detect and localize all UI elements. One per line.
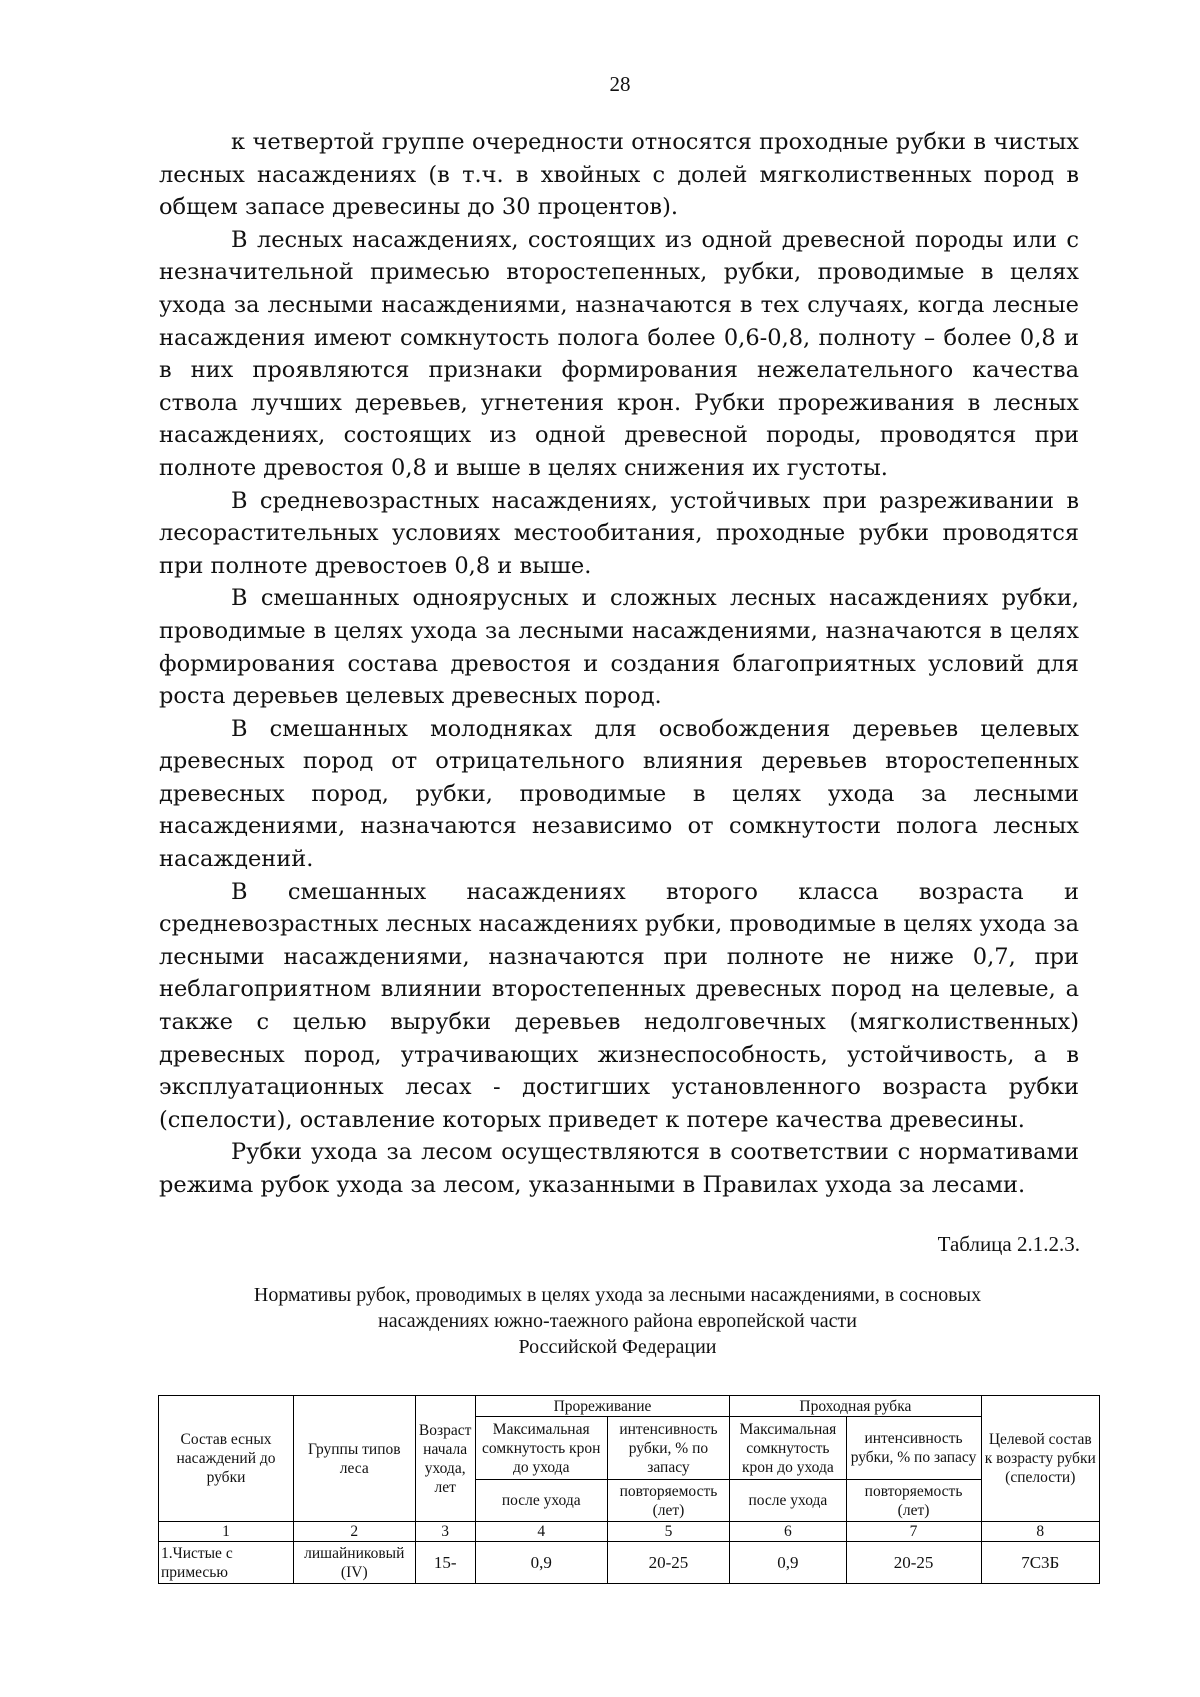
paragraph: к четвертой группе очередности относятся проходные рубки в чистых лесных насаждениях (в т.ч. в хвойных с долей мягколиственных пород в общем запасе древесины до 30 процентов). [159, 129, 1079, 221]
header-passage-cutting: Проходная рубка [730, 1396, 981, 1417]
header-intensity-2: интенсивность рубки, % по запасу [846, 1417, 981, 1480]
column-number: 2 [294, 1522, 416, 1542]
column-number: 8 [981, 1522, 1099, 1542]
header-composition: Состав есных насаждений до рубки [159, 1396, 294, 1522]
cell-passage-frequency: 20-25 [846, 1542, 981, 1584]
paragraph: Рубки ухода за лесом осуществляются в соответствии с нормативами режима рубок ухода за лесом, указанными в Правилах ухода за лесами. [159, 1139, 1079, 1198]
header-after-care-2: после ухода [730, 1480, 846, 1522]
header-frequency-2: повторяемость (лет) [846, 1480, 981, 1522]
column-number: 5 [607, 1522, 730, 1542]
norms-table [158, 1395, 1100, 1584]
cell-age: 15- [415, 1542, 475, 1584]
header-age: Возраст начала ухода, лет [415, 1396, 475, 1522]
table-title-line: Нормативы рубок, проводимых в целях ухода за лесными насаждениями, в сосновых [253, 1284, 982, 1306]
cell-target-composition: 7С3Б [981, 1542, 1099, 1584]
column-number: 1 [159, 1522, 294, 1542]
column-number: 7 [846, 1522, 981, 1542]
cell-thinning-density: 0,9 [475, 1542, 607, 1584]
paragraph: В смешанных одноярусных и сложных лесных насаждениях рубки, проводимые в целях ухода за лесными насаждениями, назначаются в целях формирования состава древостоя и создания благоприятных условий для роста деревьев целевых древесных пород. [159, 585, 1079, 710]
header-target-composition: Целевой состав к возрасту рубки (спелости) [981, 1396, 1099, 1522]
cell-composition: 1.Чистые с примесью [159, 1542, 294, 1584]
paragraph: В средневозрастных насаждениях, устойчивых при разреживании в лесорастительных условиях местообитания, проходные рубки проводятся при полноте древостоев 0,8 и выше. [159, 487, 1079, 579]
column-number: 4 [475, 1522, 607, 1542]
table-title-line: насаждениях южно-таежного района европейской части [378, 1310, 857, 1332]
paragraph: В смешанных молодняках для освобождения деревьев целевых древесных пород от отрицательного влияния деревьев второстепенных древесных пород, рубки, проводимые в целях ухода за лесными насаждениями, назначаются независимо от сомкнутости полога лесных насаждений. [159, 715, 1079, 873]
table-label: Таблица 2.1.2.3. [937, 1232, 1080, 1256]
header-max-density-2: Максимальная сомкнутость крон до ухода [730, 1417, 846, 1480]
paragraph: В лесных насаждениях, состоящих из одной древесной породы или с незначительной примесью второстепенных, рубки, проводимые в целях ухода за лесными насаждениями, назначаются в тех случаях, когда лесные насаждения имеют сомкнутость полога более 0,6-0,8, полноту – более 0,8 и в них проявляются признаки формирования нежелательного качества ствола лучших деревьев, угнетения крон. Рубки прореживания в лесных насаждениях, состоящих из одной древесной породы, проводятся при полноте древостоя 0,8 и выше в целях снижения их густоты. [159, 226, 1079, 481]
header-frequency: повторяемость (лет) [607, 1480, 730, 1522]
body-text [159, 126, 1079, 1202]
page-number: 28 [609, 72, 631, 96]
paragraph: В смешанных насаждениях второго класса возраста и средневозрастных лесных насаждениях рубки, проводимые в целях ухода за лесными насаждениями, назначаются при полноте не ниже 0,7, при неблагоприятном влиянии второстепенных древесных пород на целевые, а также с целью вырубки деревьев недолговечных (мягколиственных) древесных пород, утрачивающих жизнеспособность, устойчивость, а в эксплуатационных лесах - достигших установленного возраста рубки (спелости), оставление которых приведет к потере качества древесины. [159, 878, 1079, 1133]
header-max-density: Максимальная сомкнутость крон до ухода [475, 1417, 607, 1480]
table-title-line: Российской Федерации [518, 1336, 717, 1358]
header-after-care: после ухода [475, 1480, 607, 1522]
header-forest-types: Группы типов леса [294, 1396, 416, 1522]
cell-forest-type: лишайниковый (IV) [294, 1542, 416, 1584]
column-number: 6 [730, 1522, 846, 1542]
cell-thinning-frequency: 20-25 [607, 1542, 730, 1584]
header-thinning: Прореживание [475, 1396, 729, 1417]
table-row [159, 1542, 1100, 1584]
cell-passage-density: 0,9 [730, 1542, 846, 1584]
table-title [150, 1282, 1085, 1360]
header-intensity: интенсивность рубки, % по запасу [607, 1417, 730, 1480]
column-number: 3 [415, 1522, 475, 1542]
